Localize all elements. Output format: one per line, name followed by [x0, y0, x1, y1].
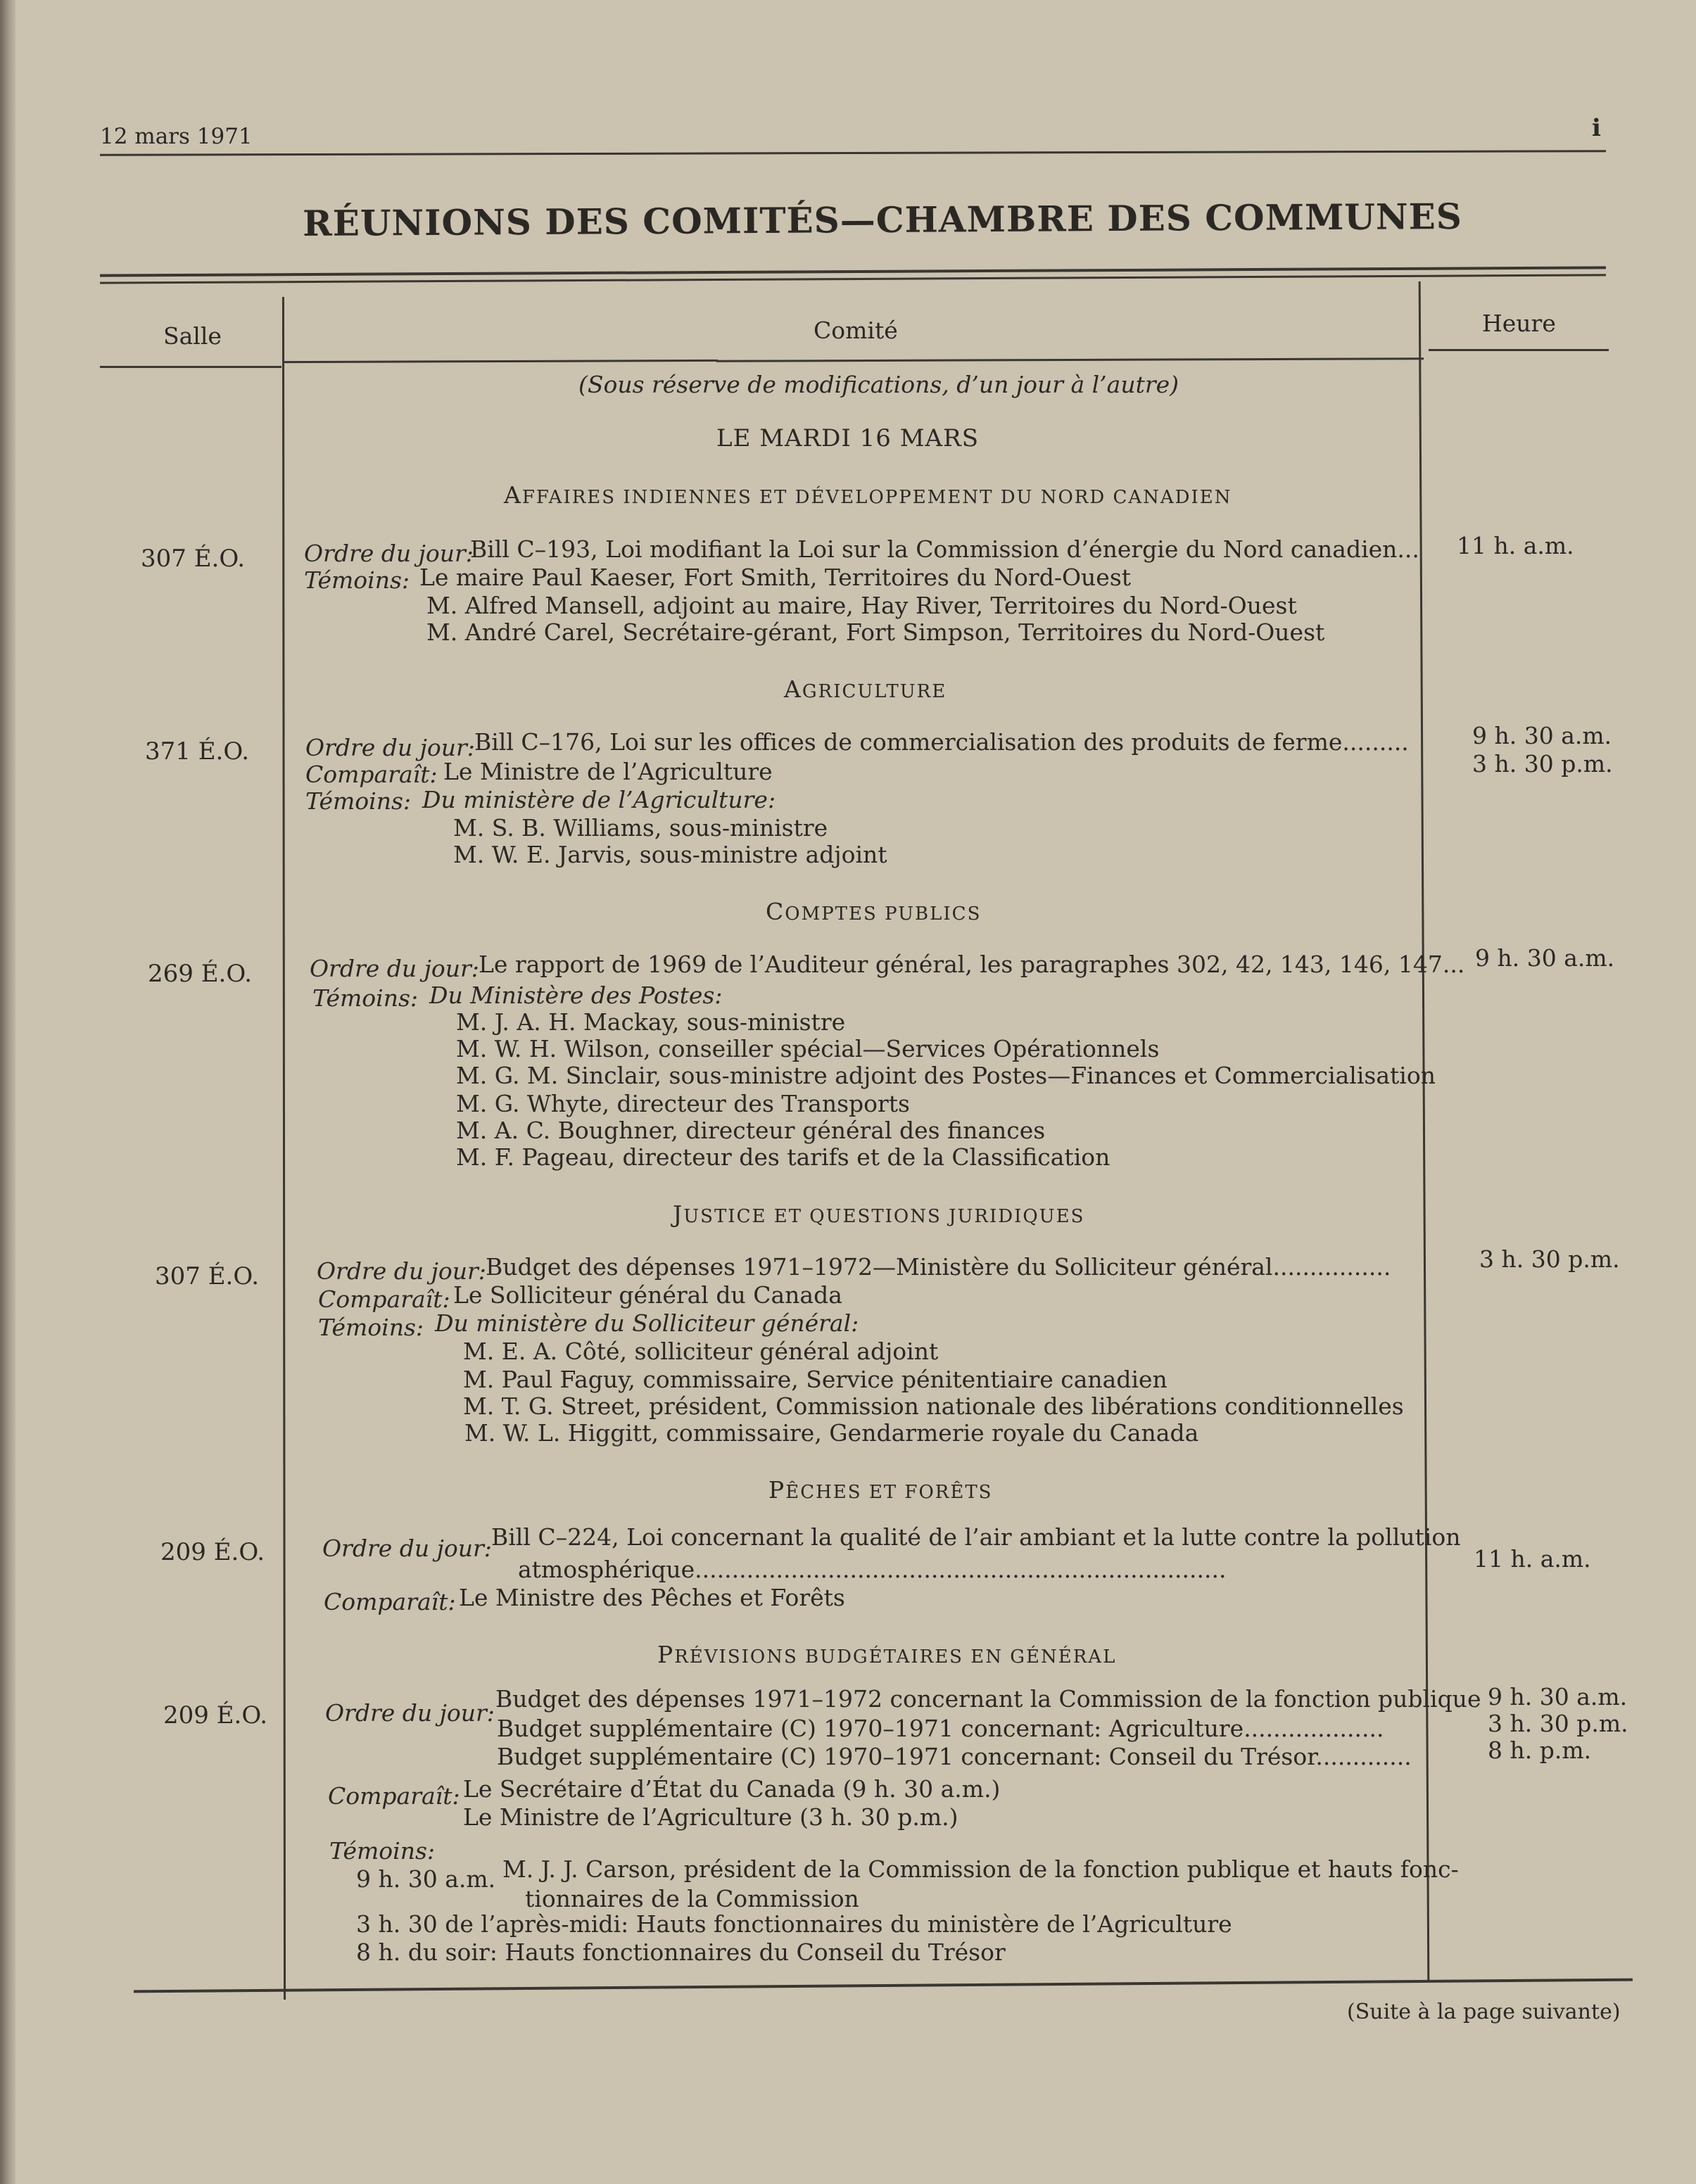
witness-line: M. G. M. Sinclair, sous-ministre adjoint des Postes—Finances et Commercialisation	[456, 1062, 1436, 1089]
table-bottom-rule	[134, 1979, 1633, 1993]
witness-line: M. W. H. Wilson, conseiller spécial—Services Opérationnels	[456, 1035, 1160, 1062]
agenda-text: Budget supplémentaire (C) 1970–1971 concernant: Agriculture...................	[497, 1715, 1384, 1742]
witness-line: M. F. Pageau, directeur des tarifs et de la Classification	[456, 1143, 1110, 1171]
agenda-text: Bill C–176, Loi sur les offices de commercialisation des produits de ferme.........	[474, 728, 1409, 756]
witness-line: M. Paul Faguy, commissaire, Service pénitentiaire canadien	[463, 1366, 1167, 1393]
meeting-time: 9 h. 30 a.m.	[1488, 1683, 1628, 1710]
header-underline-room	[100, 366, 281, 368]
witnesses-label: Témoins:	[318, 1314, 424, 1341]
column-header-committee: Comité	[814, 317, 898, 344]
appears-label: Comparaît:	[318, 1285, 450, 1313]
appears-label: Comparaît:	[324, 1588, 456, 1615]
title-double-rule	[100, 266, 1606, 284]
agenda-text: Le rapport de 1969 de l’Auditeur général, les paragraphes 302, 42, 143, 146, 147...	[479, 951, 1465, 978]
page-title: RÉUNIONS DES COMITÉS—CHAMBRE DES COMMUNES	[303, 195, 1463, 244]
agenda-label: Ordre du jour:	[325, 1699, 495, 1727]
appears-text: Le Solliciteur général du Canada	[453, 1281, 842, 1309]
header-underline-committee	[284, 360, 718, 363]
schedule-note: (Sous réserve de modifications, d’un jour à l’autre)	[578, 371, 1179, 398]
page-number: i	[1592, 114, 1601, 142]
witnesses-label: Témoins:	[329, 1837, 435, 1865]
appears-text: Le Secrétaire d’État du Canada (9 h. 30 a.m.)	[463, 1775, 1001, 1803]
meeting-time: 11 h. a.m.	[1474, 1545, 1591, 1573]
section-heading-comptes-publics: COMPTES PUBLICS	[766, 898, 982, 925]
agenda-text: Bill C–193, Loi modifiant la Loi sur la Commission d’énergie du Nord canadien...	[470, 535, 1419, 563]
agenda-text-continued: atmosphérique........................................................................	[518, 1556, 1227, 1583]
witness-line: M. Alfred Mansell, adjoint au maire, Hay River, Territoires du Nord-Ouest	[426, 592, 1297, 619]
meeting-time: 9 h. 30 a.m.	[1472, 722, 1612, 749]
agenda-text: Budget des dépenses 1971–1972—Ministère du Solliciteur général................	[486, 1253, 1391, 1281]
agenda-text: Budget supplémentaire (C) 1970–1971 concernant: Conseil du Trésor.............	[497, 1743, 1412, 1770]
page-spine-shadow	[0, 0, 15, 2184]
agenda-text: Bill C–224, Loi concernant la qualité de l’air ambiant et la lutte contre la pollution	[491, 1523, 1461, 1551]
appears-label: Comparaît:	[305, 761, 438, 788]
meeting-time: 3 h. 30 p.m.	[1472, 750, 1613, 777]
agenda-label: Ordre du jour:	[310, 955, 479, 982]
header-underline-committee-2	[716, 357, 1424, 362]
column-header-time: Heure	[1482, 310, 1556, 337]
column-divider-left	[282, 297, 286, 2000]
appears-label: Comparaît:	[328, 1782, 460, 1810]
appears-text: Le Ministre des Pêches et Forêts	[459, 1584, 845, 1611]
witness-department: Du ministère du Solliciteur général:	[435, 1309, 859, 1337]
witness-line: 8 h. du soir: Hauts fonctionnaires du Conseil du Trésor	[356, 1938, 1006, 1966]
witness-line: M. G. Whyte, directeur des Transports	[456, 1090, 910, 1117]
meeting-time: 3 h. 30 p.m.	[1479, 1245, 1620, 1273]
section-heading-agriculture: AGRICULTURE	[784, 675, 947, 703]
meeting-time: 8 h. p.m.	[1488, 1737, 1592, 1764]
witness-line: M. E. A. Côté, solliciteur général adjoint	[463, 1338, 939, 1365]
witness-line: 3 h. 30 de l’après-midi: Hauts fonctionnaires du ministère de l’Agriculture	[356, 1910, 1232, 1938]
agenda-label: Ordre du jour:	[305, 734, 475, 761]
meeting-time: 11 h. a.m.	[1457, 532, 1574, 559]
witness-line: M. T. G. Street, président, Commission nationale des libérations conditionnelles	[463, 1392, 1404, 1420]
witness-line: Le maire Paul Kaeser, Fort Smith, Territoires du Nord-Ouest	[419, 564, 1132, 591]
agenda-label: Ordre du jour:	[317, 1257, 486, 1285]
section-heading-peches: PÊCHES ET FORÊTS	[768, 1476, 993, 1504]
meeting-time: 9 h. 30 a.m.	[1475, 944, 1615, 972]
room-number: 371 É.O.	[145, 737, 250, 766]
room-number: 209 É.O.	[163, 1701, 268, 1729]
witness-line: M. A. C. Boughner, directeur général des finances	[456, 1117, 1046, 1144]
header-underline-time	[1429, 349, 1609, 351]
witnesses-label: Témoins:	[312, 984, 418, 1012]
witnesses-label: Témoins:	[304, 566, 410, 594]
appears-text: Le Ministre de l’Agriculture (3 h. 30 p.m.)	[463, 1803, 958, 1831]
section-heading-justice: JUSTICE ET QUESTIONS JURIDIQUES	[673, 1200, 1085, 1228]
agenda-text: Budget des dépenses 1971–1972 concernant la Commission de la fonction publique	[495, 1685, 1481, 1713]
column-header-room: Salle	[163, 322, 222, 350]
room-number: 209 É.O.	[160, 1538, 265, 1566]
header-rule	[100, 150, 1606, 156]
room-number: 307 É.O.	[141, 545, 246, 573]
witness-time: 9 h. 30 a.m.	[356, 1865, 496, 1893]
witness-line: M. S. B. Williams, sous-ministre	[453, 814, 828, 842]
agenda-label: Ordre du jour:	[304, 540, 474, 567]
column-divider-right	[1419, 281, 1430, 1981]
appears-text: Le Ministre de l’Agriculture	[443, 758, 773, 785]
witness-line: M. J. J. Carson, président de la Commission de la fonction publique et hauts fonc-	[502, 1855, 1459, 1883]
room-number: 307 É.O.	[155, 1262, 260, 1290]
witness-line: tionnaires de la Commission	[525, 1885, 859, 1912]
witness-department: Du Ministère des Postes:	[429, 982, 723, 1009]
page-date: 12 mars 1971	[100, 124, 253, 149]
agenda-label: Ordre du jour:	[322, 1535, 492, 1562]
section-heading-affaires-indiennes: AFFAIRES INDIENNES ET DÉVELOPPEMENT DU NORD CANADIEN	[504, 481, 1232, 509]
section-heading-previsions: PRÉVISIONS BUDGÉTAIRES EN GÉNÉRAL	[657, 1641, 1117, 1668]
witness-line: M. W. E. Jarvis, sous-ministre adjoint	[453, 841, 887, 868]
witness-line: M. J. A. H. Mackay, sous-ministre	[456, 1008, 846, 1036]
witnesses-label: Témoins:	[305, 787, 411, 815]
continued-note: (Suite à la page suivante)	[1347, 2000, 1621, 2024]
meeting-day: LE MARDI 16 MARS	[716, 424, 979, 452]
witness-department: Du ministère de l’Agriculture:	[422, 786, 776, 813]
meeting-time: 3 h. 30 p.m.	[1488, 1710, 1628, 1737]
room-number: 269 É.O.	[148, 960, 253, 988]
witness-line: M. André Carel, Secrétaire-gérant, Fort Simpson, Territoires du Nord-Ouest	[426, 618, 1325, 646]
witness-line: M. W. L. Higgitt, commissaire, Gendarmerie royale du Canada	[464, 1419, 1199, 1447]
